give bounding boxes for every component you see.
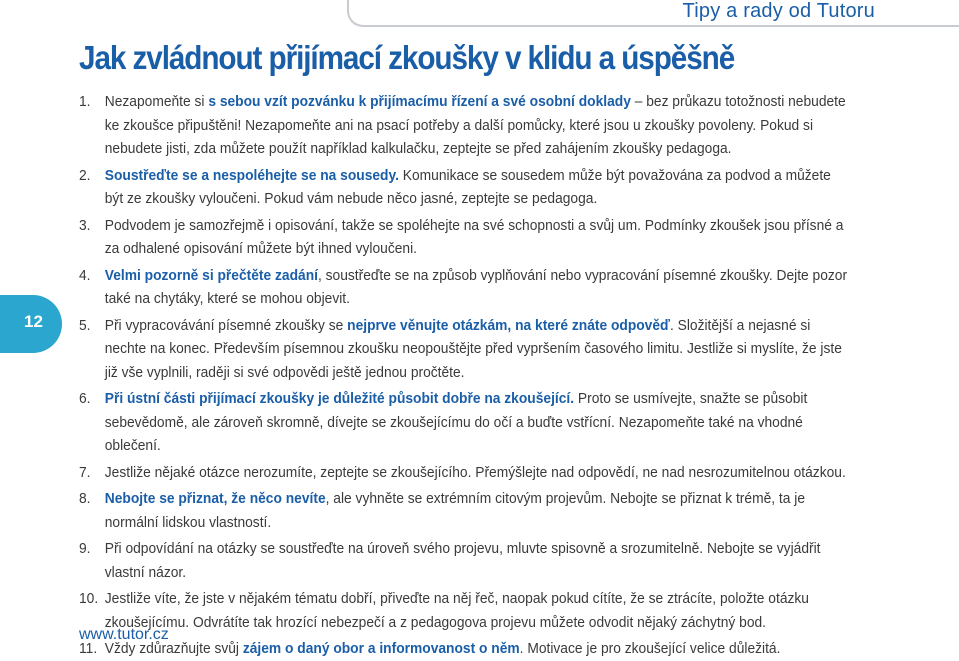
emphasis-text: Nebojte se přiznat, že něco nevíte [104,490,326,507]
plain-text: Komunikace se sousedem může být považována za podvod a můžete být ze zkoušky vyloučeni. Pokud vám nebude něco jasné, zeptejte se pedagoga. [104,166,831,207]
list-item-text [105,314,852,385]
page-number: 12 [24,312,43,331]
footer-url-link[interactable]: www.tutor.cz [79,626,169,643]
list-item-text [105,214,852,261]
emphasis-text: Velmi pozorně si přečtěte zadání [104,266,318,284]
list-item-text [105,264,852,311]
list-item-number: 7. [79,463,91,481]
list-item-number: 4. [79,266,91,284]
plain-text: Nezapomeňte si [104,93,209,110]
list-item-number: 1. [79,93,91,110]
list-item [79,637,852,661]
plain-text: . Složitější a nejasné si nechte na konec. Především písemnou zkoušku neopouštějte před vypršením časového limitu. Jestliže si myslíte, že jste již vše vyplnili, raději si své odpovědi ještě jednou pročtěte. [104,316,842,381]
plain-text: Vždy zdůrazňujte svůj [104,640,243,657]
list-item-text [105,461,852,485]
list-item-number: 3. [79,216,91,234]
list-item [79,214,852,261]
list-item-number: 6. [79,390,91,407]
list-item-text [105,164,852,211]
list-item-text [105,387,852,458]
list-item-number: 11. [79,640,98,657]
emphasis-text: zájem o daný obor a informovanost o něm [242,640,520,657]
list-item-text [105,90,852,161]
list-item [79,461,852,485]
tips-list [79,90,852,661]
plain-text: Podvodem je samozřejmě i opisování, takže se spoléhejte na své schopnosti a svůj um. Podmínky zkoušek jsou přísné a za odhalené opisování můžete být ihned vyloučeni. [104,216,844,257]
plain-text: Jestliže nějaké otázce nerozumíte, zeptejte se zkoušejícího. Přemýšlejte nad odpovědí, ne nad nesrozumitelnou otázkou. [104,463,846,481]
list-item-text [105,587,852,634]
list-item [79,387,852,458]
emphasis-text: Při ústní části přijímací zkoušky je důležité působit dobře na zkoušející. [104,390,575,407]
plain-text: , soustřeďte se na způsob vyplňování nebo vypracování písemné zkoušky. Dejte pozor také na chytáky, které se mohou objevit. [104,266,848,307]
plain-text: Proto se usmívejte, snažte se působit sebevědomě, ale zároveň skromně, dívejte se zkoušejícímu do očí a buďte vstřícní. Nezapomeňte také na vhodné oblečení. [104,390,808,454]
plain-text: Jestliže víte, že jste v nějakém tématu dobří, přiveďte na něj řeč, naopak pokud cítíte, že se ztrácíte, položte otázku zkoušejícímu. Odvrátíte tak hrozící nebezpečí a z pedagogova projevu můžete odvodit nějaký záchytný bod. [104,590,809,631]
emphasis-text: Soustřeďte se a nespoléhejte se na sousedy. [104,166,399,184]
plain-text: . Motivace je pro zkoušející velice důležitá. [519,640,781,657]
emphasis-text: nejprve věnujte otázkám, na které znáte odpověď [347,316,670,334]
plain-text: Při vypracovávání písemné zkoušky se [104,316,348,334]
list-item [79,264,852,311]
header-label: Tipy a rady od Tutoru [682,0,875,22]
page-title: Jak zvládnout přijímací zkoušky v klidu a úspěšně [79,39,735,76]
list-item [79,164,852,211]
list-item-text [105,487,852,534]
list-item-number: 8. [79,490,91,507]
list-item [79,537,852,584]
list-item [79,587,852,634]
list-item-number: 10. [79,590,99,607]
list-item-number: 9. [79,540,91,557]
list-item-number: 2. [79,166,91,184]
list-item-number: 5. [79,316,91,334]
list-item-text [105,637,852,661]
plain-text: Při odpovídání na otázky se soustřeďte na úroveň svého projevu, mluvte spisovně a srozumitelně. Nebojte se vyjádřit vlastní názor. [104,540,821,581]
list-item [79,314,852,385]
plain-text: – bez průkazu totožnosti nebudete ke zkoušce připuštěni! Nezapomeňte ani na psací potřeby a další pomůcky, které jsou u zkoušky povoleny. Pokud si nebudete jisti, zda můžete použít například kalkulačku, zeptejte se před zahájením zkoušky pedagoga. [104,93,846,157]
list-item [79,90,852,161]
list-item [79,487,852,534]
plain-text: , ale vyhněte se extrémním citovým projevům. Nebojte se přiznat k trémě, ta je normální lidskou vlastností. [104,490,805,531]
list-item-text [105,537,852,584]
emphasis-text: s sebou vzít pozvánku k přijímacímu řízení a své osobní doklady [208,93,631,110]
